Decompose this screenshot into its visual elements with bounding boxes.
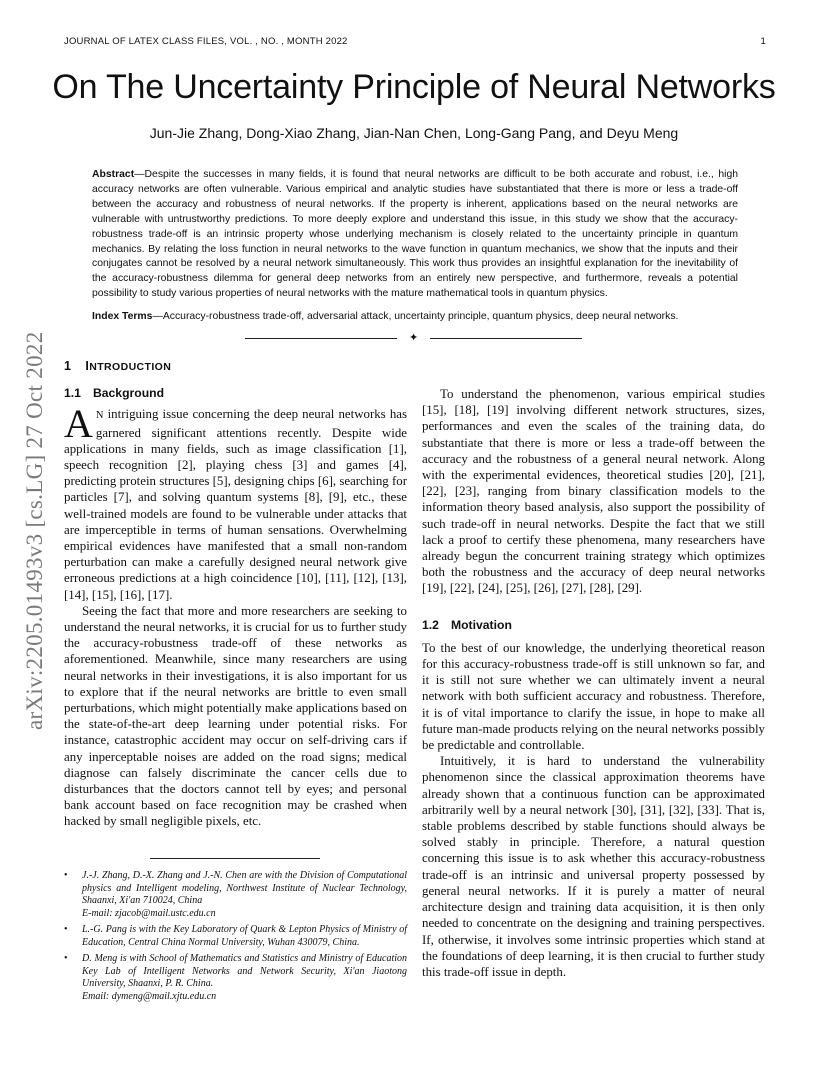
separator-rule-right: [430, 338, 582, 339]
bullet-icon: •: [64, 953, 68, 964]
bullet-icon: •: [64, 924, 68, 935]
running-header: [64, 36, 766, 47]
abstract: [92, 168, 738, 302]
footnote-email: Email: dymeng@mail.xjtu.edu.cn: [82, 990, 217, 1002]
index-terms: [92, 311, 738, 322]
right-column: [422, 386, 765, 980]
section-title-rest: NTRODUCTION: [89, 361, 172, 373]
subsection-number: 1.2: [422, 617, 439, 632]
drop-cap: A: [64, 401, 93, 447]
section-title-initial: I: [85, 359, 90, 373]
paragraph-text: intriguing issue concerning the deep neural networks has garnered significant attentions recently. Despite wide applications in many fields, such as image classification [1], speech recognition [2], playing chess [3] and games [4], predicting protein structures [5], designing chips [6], searching for particles [7], and solving quantum systems [8], [9], etc., these well-trained models are found to be vulnerable under attacks that are imperceptible in terms of human sensations. Overwhelming empirical evidences have manifested that a small non-random perturbation can make a carefully designed neural network give erroneous predictions at a high coincidence [10], [11], [12], [13], [14], [15], [16], [17].: [64, 407, 407, 602]
subsection-heading-motivation: [422, 617, 765, 633]
footnote-item: [64, 870, 407, 920]
page-number: 1: [760, 36, 766, 47]
subsection-number: 1.1: [64, 386, 81, 401]
footnote-item: [64, 953, 407, 1003]
paragraph: To the best of our knowledge, the underlying theoretical reason for this accuracy-robustness trade-off is still unknown so far, and it is still not sure whether we can ultimately invent a neural network with both sufficient accuracy and robustness. Therefore, it is of vital importance to clarify the issue, in hope to make all future man-made products relying on the neural networks possibly be predictable and controllable.: [422, 640, 765, 753]
footnote-item: [64, 924, 407, 949]
paragraph: Seeing the fact that more and more researchers are seeking to understand the neural networks, it is crucial for us to further study the accuracy-robustness trade-off of these networks as aforementioned. Meanwhile, since many researchers are using neural networks in their investigations, it is also important for us to explore that if the neural networks are brittle to even small perturbations, which might potentially make applications based on the state-of-the-art deep learning under potential risks. For instance, catastrophic accident may occur on self-driving cars if any inperceptable noises are added on the road signs; medical diagnose can falsely discriminate the cancer cells due to disturbances that the doctors cannot tell by eyes; and personal bank account based on face recognition may be crashed when hacked by small negligible pixels, etc.: [64, 603, 407, 829]
paper-title: On The Uncertainty Principle of Neural Networks: [52, 68, 776, 106]
section-heading-introduction: [64, 358, 407, 375]
abstract-text: —Despite the successes in many fields, it is found that neural networks are difficult to be both accurate and robust, i.e., high accuracy networks are often vulnerable. Various empirical and analytic studies have substantiated that there is more or less a trade-off between the accuracy and robustness of neural networks. If the property is inherent, applications based on the neural networks are vulnerable with untrustworthy predictions. To more deeply explore and understand this issue, in this study we show that the accuracy-robustness trade-off is an intrinsic property whose underlying mechanism is closely related to the uncertainty principle in quantum mechanics. By relating the loss function in neural networks to the wave function in quantum mechanics, we show that the inputs and their conjugates cannot be resolved by a neural network simultaneously. This work thus provides an insightful explanation for the inevitability of the accuracy-robustness dilemma for general deep networks from an entirely new perspective, and furthermore, reveals a potential possibility to study various properties of neural networks with the mature mathematical tools in quantum physics.: [92, 169, 738, 300]
footnote-text: L.-G. Pang is with the Key Laboratory of Quark & Lepton Physics of Ministry of Education, Central China Normal University, Wuhan 430079, China.: [82, 924, 407, 948]
subsection-heading-background: [64, 385, 407, 401]
footnote-email: E-mail: zjacob@mail.ustc.edu.cn: [82, 907, 216, 919]
subsection-title: Motivation: [450, 617, 512, 632]
bullet-icon: •: [64, 870, 68, 881]
subsection-title: Background: [92, 386, 165, 401]
footnote-text: J.-J. Zhang, D.-X. Zhang and J.-N. Chen are with the Division of Computational physics and Intelligent modeling, Northwest Institute of Nuclear Technology, Shaanxi, Xi'an 710024, China: [82, 870, 407, 906]
separator-rule-left: [245, 338, 397, 339]
footnote-rule: [150, 858, 320, 859]
running-head-text: JOURNAL OF LATEX CLASS FILES, VOL. , NO. , MONTH 2022: [64, 36, 348, 47]
first-word-rest: N: [95, 410, 104, 422]
author-list: Jun-Jie Zhang, Dong-Xiao Zhang, Jian-Nan Chen, Long-Gang Pang, and Deyu Meng: [149, 125, 679, 141]
separator-diamond-icon: ✦: [409, 332, 419, 344]
section-number: 1: [64, 359, 72, 373]
paragraph: Intuitively, it is hard to understand the vulnerability phenomenon since the classical approximation theorems have already shown that a continuous function can be approximated arbitrarily well by a neural network [30], [31], [32], [33]. That is, stable problems described by stable functions should always be solved stably in principle. Therefore, a natural question concerning this issue is to ask whether this accuracy-robustness trade-off is an intrinsic and universal property possessed by general neural networks. If it is purely a matter of neural architecture design and training data acquisition, it is then only needed to concentrate on the designing and training perspectives. If, otherwise, it involves some intrinsic properties which stand at the foundations of deep learning, it is then crucial to further study this trade-off issue in depth.: [422, 754, 765, 979]
paragraph: [64, 401, 407, 602]
footnote-text: D. Meng is with School of Mathematics and Statistics and Ministry of Education Key Lab of Intelligent Networks and Network Security, Xi'an Jiaotong University, Shaanxi, P. R. China.: [82, 953, 407, 989]
paragraph: To understand the phenomenon, various empirical studies [15], [18], [19] involving different network structures, sizes, performances and even the scales of the training data, do substantiate that there is more or less a trade-off between the accuracy and the robustness of a general neural network. Along with the experimental evidences, theoretical studies [20], [21], [22], [23], ranging from binary classification models to the information theory based analysis, also support the possibility of such trade-off in neural networks. Despite the fact that we still lack a proof to certify these phenomena, many researchers have already begun the concurrent training strategy which optimizes both the robustness and the accuracy of deep neural networks [19], [22], [24], [25], [26], [27], [28], [29].: [422, 387, 765, 596]
abstract-label: Abstract: [92, 169, 135, 180]
affiliation-footnotes: [64, 870, 407, 1007]
arxiv-stamp: arXiv:2205.01493v3 [cs.LG] 27 Oct 2022: [22, 331, 47, 730]
left-column: [64, 358, 407, 830]
index-terms-label: Index Terms: [92, 311, 153, 322]
index-terms-text: —Accuracy-robustness trade-off, adversarial attack, uncertainty principle, quantum physics, deep neural networks.: [152, 311, 679, 322]
